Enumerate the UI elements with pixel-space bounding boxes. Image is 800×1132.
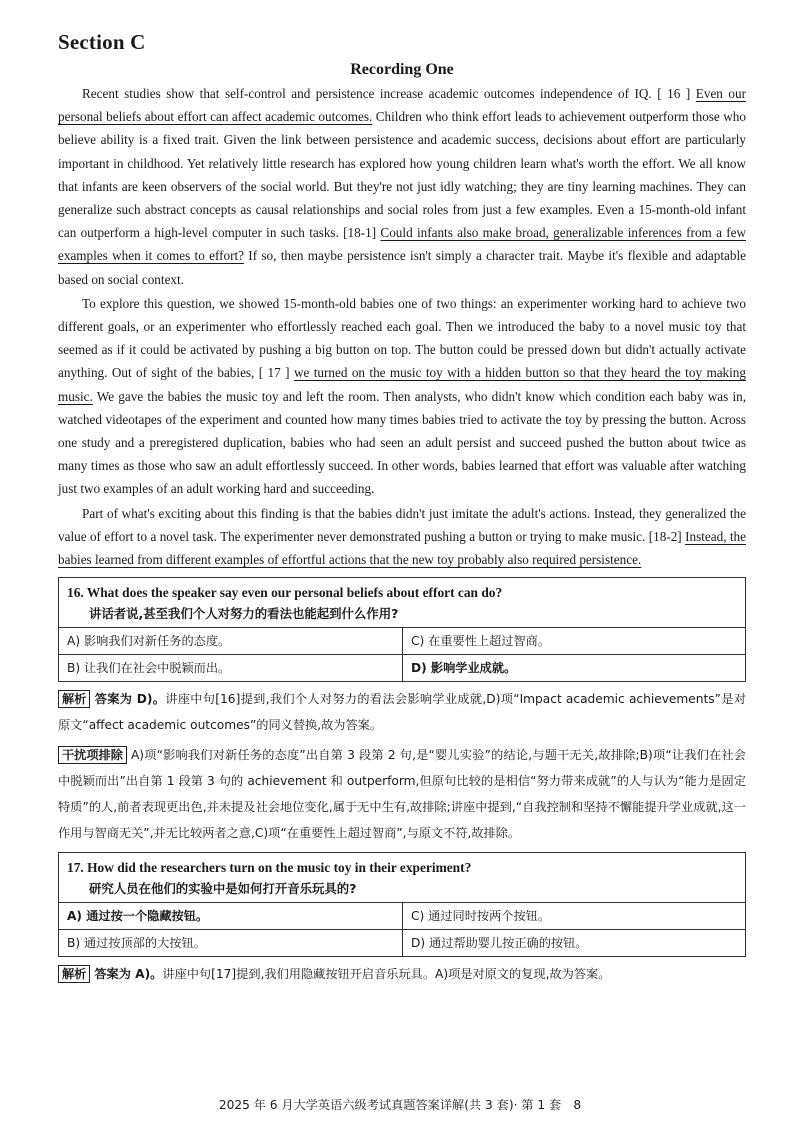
passage-paragraph-2 (58, 292, 746, 501)
question-17-english: 17. How did the researchers turn on the music toy in their experiment? (67, 860, 472, 876)
question-17-analysis-text: 讲座中句[17]提到,我们用隐藏按钮开启音乐玩具。A)项是对原文的复现,故为答案。 (162, 967, 611, 982)
question-17-row-1 (59, 903, 745, 929)
question-17-box (58, 852, 746, 957)
marker-16: [ 16 ] (657, 86, 691, 101)
question-16-header (59, 578, 745, 628)
p1-text-3: If so, then maybe persistence isn't simply a character trait. Maybe it's flexible and adaptable based on social context. (58, 248, 746, 287)
question-17-analysis (58, 961, 746, 987)
p3-text-1: Part of what's exciting about this finding is that the babies didn't just imitate the adult's actions. Instead, they generalized the value of effort to a novel task. The experimenter never demonstrated pushing a button or trying to make music. (58, 505, 746, 544)
question-17-option-d: D) 通过帮助婴儿按正确的按钮。 (402, 930, 745, 956)
question-16-distractors (58, 742, 746, 846)
question-17-header (59, 853, 745, 903)
question-17-answer: 答案为 A)。 (94, 967, 163, 982)
question-16-option-d: D) 影响学业成就。 (402, 655, 745, 681)
question-17-option-b: B) 通过按顶部的大按钮。 (67, 936, 206, 951)
question-16-option-a: A) 影响我们对新任务的态度。 (67, 634, 231, 649)
passage-paragraph-1 (58, 82, 746, 291)
question-16-answer: 答案为 D)。 (94, 692, 166, 707)
recording-title: Recording One (350, 61, 454, 78)
underlined-sentence-17: we turned on the music toy with a hidden button so that they heard the toy making music. (58, 365, 746, 404)
underlined-sentence-16: Even our personal beliefs about effort can affect academic outcomes. (58, 86, 746, 125)
marker-17: [ 17 ] (258, 365, 290, 381)
section-heading: Section C (58, 30, 146, 54)
distractor-label: 干扰项排除 (58, 746, 127, 764)
underlined-sentence-18-1: Could infants also make broad, generalizable inferences from a few examples when it comes to effort? (58, 225, 746, 264)
p2-text-1: To explore this question, we showed 15-month-old babies one of two things: an experimenter working hard to achieve two different goals, or an experimenter who effortlessly reached each goal. Then we introduced the baby to a novel music toy that seemed as if it could be activated by pushing a big button on top. The button could be pressed down but didn't actually activate anything. Out of sight of the babies, (58, 295, 746, 381)
question-16-box (58, 577, 746, 682)
question-17-option-a: A) 通过按一个隐藏按钮。 (67, 909, 209, 924)
passage-paragraph-3 (58, 502, 746, 572)
p1-text-2: Children who think effort leads to achievement outperform those who believe ability is a fixed trait. Given the link between persistence and academic success, decisions about effort are particularly important in childhood. Yet relatively little research has explored how young children learn what's worth the effort. We all know that infants are keen observers of the social world. But they're not just idly watching; they are tiny learning machines. They can generalize such abstract concepts as causal relationships and social roles from just a few examples. Even a 15-month-old infant can outperform a high-level computer in such tasks. (58, 109, 746, 241)
marker-18-1: [18-1] (343, 225, 377, 241)
question-17-row-2 (59, 929, 745, 956)
marker-18-2: [18-2] (648, 528, 682, 544)
question-16-analysis (58, 686, 746, 738)
page-content (58, 30, 746, 987)
question-16-distractor-text: A)项“影响我们对新任务的态度”出自第 3 段第 2 句,是“婴儿实验”的结论,与题干无关,故排除;B)项“让我们在社会中脱颖而出”出自第 1 段第 3 句的 achievement 和 outperform,但原句比较的是相信“努力带来成就”的人与认为“能力是固定特质”的人,前者表现更出色,并未提及社会地位变化,属于无中生有,故排除;讲座中提到,“自我控制和坚持不懈能提升学业成就,这一作用与智商无关”,并无比较两者之意,C)项“在重要性上超过智商”,与原文不符,故排除。 (58, 748, 746, 841)
question-17-option-c: C) 通过同时按两个按钮。 (402, 903, 745, 929)
question-16-english: 16. What does the speaker say even our personal beliefs about effort can do? (67, 585, 503, 601)
question-16-chinese: 讲话者说,甚至我们个人对努力的看法也能起到什么作用? (89, 606, 399, 622)
page-footer: 2025 年 6 月大学英语六级考试真题答案详解(共 3 套)· 第 1 套 8 (218, 1098, 582, 1112)
analysis-label: 解析 (58, 690, 90, 708)
question-16-option-b: B) 让我们在社会中脱颖而出。 (67, 661, 231, 676)
question-16-row-1 (59, 628, 745, 654)
question-17-chinese: 研究人员在他们的实验中是如何打开音乐玩具的? (89, 881, 357, 897)
question-16-option-c: C) 在重要性上超过智商。 (402, 628, 745, 654)
question-16-analysis-text: 讲座中句[16]提到,我们个人对努力的看法会影响学业成就,D)项“Impact academic achievements”是对原文“affect academic outcomes”的同义替换,故为答案。 (58, 692, 746, 733)
question-16-row-2 (59, 654, 745, 681)
p1-text-1: Recent studies show that self-control and persistence increase academic outcomes independence of IQ. (82, 86, 658, 101)
p2-text-2: We gave the babies the music toy and left the room. Then analysts, who didn't know which condition each baby was in, watched videotapes of the experiment and counted how many times babies tried to activate the toy by pressing the button. Across one study and a preregistered duplication, babies who had seen an adult persist and succeed pushed the button about twice as many times as those who saw an adult effortlessly succeed. In other words, babies learned that effort was valuable after watching just two examples of an adult working hard and succeeding. (58, 388, 746, 497)
underlined-sentence-18-2: Instead, the babies learned from different examples of effortful actions that the new toy probably also required persistence. (58, 528, 746, 568)
analysis-label: 解析 (58, 965, 90, 983)
